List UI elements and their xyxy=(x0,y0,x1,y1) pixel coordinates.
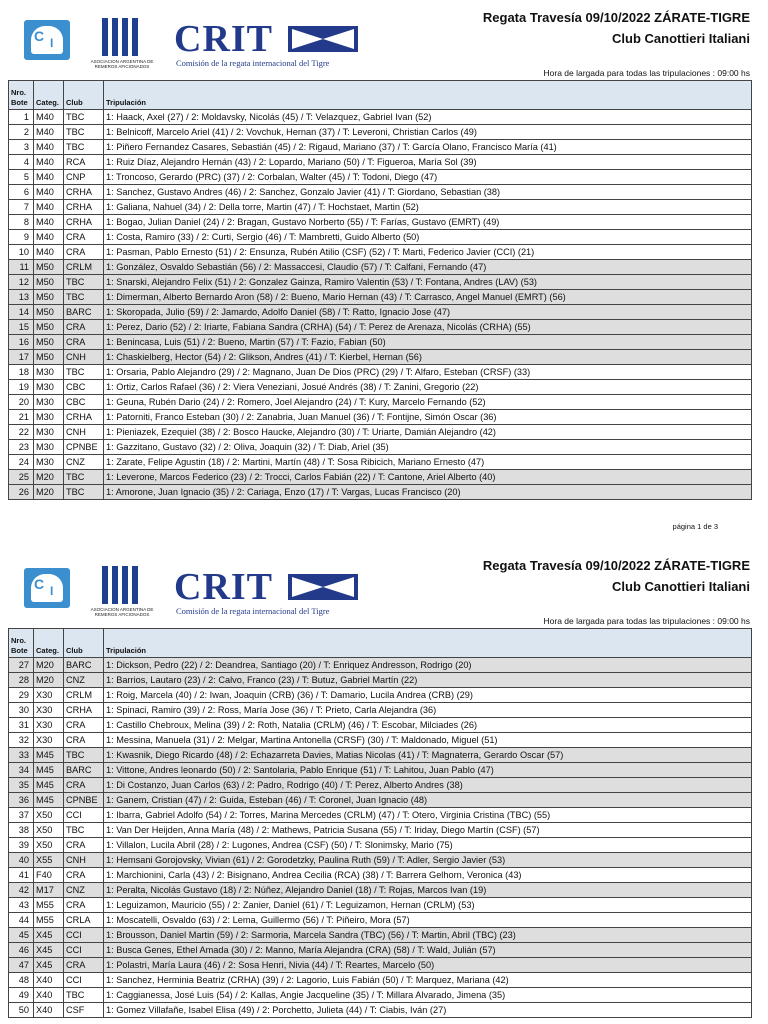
cell-club: TBC xyxy=(64,748,104,763)
cell-crew: 1: Orsaria, Pablo Alejandro (29) / 2: Magnano, Juan De Dios (PRC) (29) / T: Alfaro, Esteban (CRSF) (33) xyxy=(104,365,752,380)
table-row xyxy=(9,125,752,140)
cell-category: X55 xyxy=(34,853,64,868)
regatta-title: Regata Travesía 09/10/2022 ZÁRATE-TIGRE xyxy=(482,10,750,25)
table-row xyxy=(9,958,752,973)
cell-crew: 1: Ganem, Cristian (47) / 2: Guida, Esteban (46) / T: Coronel, Juan Ignacio (48) xyxy=(104,793,752,808)
cell-category: X45 xyxy=(34,943,64,958)
cell-crew: 1: Messina, Manuela (31) / 2: Melgar, Martina Antonella (CRSF) (30) / T: Maldonado, Miguel (51) xyxy=(104,733,752,748)
table-row xyxy=(9,748,752,763)
cell-club: CCI xyxy=(64,973,104,988)
cell-crew: 1: Costa, Ramiro (33) / 2: Curti, Sergio (46) / T: Mambretti, Guido Alberto (50) xyxy=(104,230,752,245)
cell-category: M50 xyxy=(34,290,64,305)
cell-club: CNH xyxy=(64,853,104,868)
cell-boat-number: 10 xyxy=(9,245,34,260)
aaara-logo xyxy=(86,566,158,622)
header-club: Club xyxy=(64,629,104,658)
cell-club: TBC xyxy=(64,290,104,305)
cell-boat-number: 42 xyxy=(9,883,34,898)
cell-club: CNP xyxy=(64,170,104,185)
crit-logo-word: CRIT xyxy=(174,566,274,608)
cell-club: BARC xyxy=(64,305,104,320)
cell-boat-number: 6 xyxy=(9,185,34,200)
cell-crew: 1: Caggianessa, José Luis (54) / 2: Kallas, Angie Jacqueline (35) / T: Millara Alvarado, Jimena (35) xyxy=(104,988,752,1003)
cell-crew: 1: Skoropada, Julio (59) / 2: Jamardo, Adolfo Daniel (58) / T: Ratto, Ignacio Jose (47) xyxy=(104,305,752,320)
cell-crew: 1: Amorone, Juan Ignacio (35) / 2: Cariaga, Enzo (17) / T: Vargas, Lucas Francisco (20) xyxy=(104,485,752,500)
crit-logo xyxy=(174,568,364,620)
cell-crew: 1: Dickson, Pedro (22) / 2: Deandrea, Santiago (20) / T: Enriquez Andresson, Rodrigo (20) xyxy=(104,658,752,673)
table-row xyxy=(9,778,752,793)
crit-logo-subtitle: Comisión de la regata internacional del Tigre xyxy=(176,58,330,68)
cell-crew: 1: Ortiz, Carlos Rafael (36) / 2: Viera Veneziani, Josué Andrés (38) / T: Zanini, Gregorio (22) xyxy=(104,380,752,395)
cell-boat-number: 12 xyxy=(9,275,34,290)
cell-boat-number: 43 xyxy=(9,898,34,913)
table-row xyxy=(9,140,752,155)
cell-crew: 1: Perez, Dario (52) / 2: Iriarte, Fabiana Sandra (CRHA) (54) / T: Perez de Arenaza, Nicolás (CRHA) (55) xyxy=(104,320,752,335)
cell-crew: 1: Gomez Villafañe, Isabel Elisa (49) / 2: Porchetto, Julieta (44) / T: Ciabis, Iván (27) xyxy=(104,1003,752,1018)
cell-boat-number: 32 xyxy=(9,733,34,748)
cell-club: CRLM xyxy=(64,688,104,703)
table-header xyxy=(9,629,752,658)
cell-club: TBC xyxy=(64,110,104,125)
table-row xyxy=(9,658,752,673)
cell-crew: 1: Pasman, Pablo Ernesto (51) / 2: Ensunza, Rubén Atilio (CSF) (52) / T: Marti, Federico Javier (CCI) (21) xyxy=(104,245,752,260)
cell-club: CNZ xyxy=(64,455,104,470)
cell-club: CRA xyxy=(64,838,104,853)
cell-club: CBC xyxy=(64,395,104,410)
cell-boat-number: 27 xyxy=(9,658,34,673)
cell-category: X40 xyxy=(34,988,64,1003)
cell-boat-number: 22 xyxy=(9,425,34,440)
cell-category: X45 xyxy=(34,958,64,973)
cell-crew: 1: Peralta, Nicolás Gustavo (18) / 2: Núñez, Alejandro Daniel (18) / T: Rojas, Marcos Ivan (19) xyxy=(104,883,752,898)
table-row xyxy=(9,170,752,185)
cell-club: TBC xyxy=(64,988,104,1003)
table-row xyxy=(9,290,752,305)
header-category: Categ. xyxy=(34,81,64,110)
cell-boat-number: 9 xyxy=(9,230,34,245)
table-row xyxy=(9,350,752,365)
cell-boat-number: 30 xyxy=(9,703,34,718)
cell-boat-number: 45 xyxy=(9,928,34,943)
crit-logo-word: CRIT xyxy=(174,18,274,60)
cell-club: CNZ xyxy=(64,673,104,688)
cell-category: M30 xyxy=(34,395,64,410)
cell-club: CRA xyxy=(64,230,104,245)
cell-boat-number: 25 xyxy=(9,470,34,485)
page-number: página 1 de 3 xyxy=(672,522,718,531)
cell-club: CRA xyxy=(64,245,104,260)
cell-crew: 1: Benincasa, Luis (51) / 2: Bueno, Martin (57) / T: Fazio, Fabian (50) xyxy=(104,335,752,350)
table-body xyxy=(9,110,752,500)
cell-category: M45 xyxy=(34,793,64,808)
cell-club: CPNBE xyxy=(64,440,104,455)
cell-category: M20 xyxy=(34,485,64,500)
cell-club: CRA xyxy=(64,778,104,793)
cell-boat-number: 5 xyxy=(9,170,34,185)
cell-club: CNZ xyxy=(64,883,104,898)
table-row xyxy=(9,853,752,868)
cell-crew: 1: Di Costanzo, Juan Carlos (63) / 2: Padro, Rodrigo (40) / T: Perez, Alberto Andres (38) xyxy=(104,778,752,793)
table-row xyxy=(9,988,752,1003)
cell-crew: 1: Leverone, Marcos Federico (23) / 2: Trocci, Carlos Fabián (22) / T: Cantone, Ariel Alberto (40) xyxy=(104,470,752,485)
cell-club: CNH xyxy=(64,350,104,365)
cell-boat-number: 34 xyxy=(9,763,34,778)
crew-table xyxy=(8,80,752,500)
cell-category: M40 xyxy=(34,140,64,155)
cell-crew: 1: Pieniazek, Ezequiel (38) / 2: Bosco Haucke, Alejandro (30) / T: Uriarte, Damián Alejandro (42) xyxy=(104,425,752,440)
cell-crew: 1: Snarski, Alejandro Felix (51) / 2: Gonzalez Gainza, Ramiro Valentin (53) / T: Fontana, Andres (LAV) (53) xyxy=(104,275,752,290)
cell-crew: 1: Leguizamon, Mauricio (55) / 2: Zanier, Daniel (61) / T: Leguizamon, Hernan (CRLM) (53) xyxy=(104,898,752,913)
cell-category: X30 xyxy=(34,718,64,733)
cell-club: TBC xyxy=(64,125,104,140)
cell-boat-number: 47 xyxy=(9,958,34,973)
cell-crew: 1: Haack, Axel (27) / 2: Moldavsky, Nicolás (45) / T: Velazquez, Gabriel Ivan (52) xyxy=(104,110,752,125)
table-row xyxy=(9,215,752,230)
cell-club: CBC xyxy=(64,380,104,395)
cell-category: M45 xyxy=(34,763,64,778)
cell-crew: 1: Busca Genes, Ethel Amada (30) / 2: Manno, María Alejandra (CRA) (58) / T: Wald, Julián (57) xyxy=(104,943,752,958)
table-row xyxy=(9,380,752,395)
cell-crew: 1: Patorniti, Franco Esteban (30) / 2: Zanabria, Juan Manuel (36) / T: Fontijne, Simón Oscar (36) xyxy=(104,410,752,425)
cell-boat-number: 44 xyxy=(9,913,34,928)
cell-club: CCI xyxy=(64,928,104,943)
cell-club: CNH xyxy=(64,425,104,440)
cell-club: CCI xyxy=(64,808,104,823)
cell-crew: 1: Kwasnik, Diego Ricardo (48) / 2: Echazarreta Davies, Matias Nicolas (41) / T: Magnaterra, Gerardo Oscar (57) xyxy=(104,748,752,763)
cell-boat-number: 14 xyxy=(9,305,34,320)
cell-category: M50 xyxy=(34,350,64,365)
cell-crew: 1: Dimerman, Alberto Bernardo Aron (58) / 2: Bueno, Mario Hernan (43) / T: Carrasco, Angel Manuel (EMRT) (56) xyxy=(104,290,752,305)
start-time-note: Hora de largada para todas las tripulaciones : 09:00 hs xyxy=(543,616,750,626)
cell-boat-number: 28 xyxy=(9,673,34,688)
cell-club: CRHA xyxy=(64,703,104,718)
table-row xyxy=(9,395,752,410)
table-row xyxy=(9,335,752,350)
table-row xyxy=(9,470,752,485)
cell-category: M40 xyxy=(34,215,64,230)
cell-crew: 1: Zarate, Felipe Agustin (18) / 2: Martini, Martín (48) / T: Sosa Ribicich, Mariano Ernesto (47) xyxy=(104,455,752,470)
cell-crew: 1: Belnicoff, Marcelo Ariel (41) / 2: Vovchuk, Hernan (37) / T: Leveroni, Christian Carlos (49) xyxy=(104,125,752,140)
table-row xyxy=(9,673,752,688)
cell-crew: 1: Spinaci, Ramiro (39) / 2: Ross, María Jose (36) / T: Prieto, Carla Alejandra (36) xyxy=(104,703,752,718)
cell-category: X45 xyxy=(34,928,64,943)
cell-crew: 1: Castillo Chebroux, Melina (39) / 2: Roth, Natalia (CRLM) (46) / T: Escobar, Milciades (26) xyxy=(104,718,752,733)
cell-crew: 1: Piñero Fernandez Casares, Sebastián (45) / 2: Rigaud, Mariano (37) / T: García Olano, Francisco María (41) xyxy=(104,140,752,155)
cell-crew: 1: Moscatelli, Osvaldo (63) / 2: Lema, Guillermo (56) / T: Piñeiro, Mora (57) xyxy=(104,913,752,928)
cell-boat-number: 2 xyxy=(9,125,34,140)
cell-boat-number: 11 xyxy=(9,260,34,275)
cell-boat-number: 49 xyxy=(9,988,34,1003)
cell-club: CRA xyxy=(64,733,104,748)
cell-boat-number: 1 xyxy=(9,110,34,125)
crew-table xyxy=(8,628,752,1018)
table-row xyxy=(9,688,752,703)
cell-club: CRHA xyxy=(64,200,104,215)
cell-boat-number: 21 xyxy=(9,410,34,425)
cell-boat-number: 23 xyxy=(9,440,34,455)
club-name: Club Canottieri Italiani xyxy=(612,31,750,46)
cell-club: TBC xyxy=(64,823,104,838)
cci-logo xyxy=(24,568,70,608)
header-club: Club xyxy=(64,81,104,110)
cell-crew: 1: Bogao, Julian Daniel (24) / 2: Bragan, Gustavo Norberto (55) / T: Farías, Gustavo (EMRT) (49) xyxy=(104,215,752,230)
cell-category: M40 xyxy=(34,155,64,170)
cell-boat-number: 36 xyxy=(9,793,34,808)
cell-category: M30 xyxy=(34,410,64,425)
cell-club: CRA xyxy=(64,320,104,335)
cell-boat-number: 29 xyxy=(9,688,34,703)
cell-boat-number: 40 xyxy=(9,853,34,868)
cell-crew: 1: Villalon, Lucila Abril (28) / 2: Lugones, Andrea (CSF) (50) / T: Slonimsky, Mario (75) xyxy=(104,838,752,853)
aaara-logo xyxy=(86,18,158,74)
cell-category: M50 xyxy=(34,275,64,290)
table-row xyxy=(9,898,752,913)
cell-club: CRA xyxy=(64,868,104,883)
table-row xyxy=(9,838,752,853)
cell-category: X30 xyxy=(34,688,64,703)
cell-boat-number: 15 xyxy=(9,320,34,335)
cell-category: M20 xyxy=(34,658,64,673)
table-row xyxy=(9,718,752,733)
cell-club: CCI xyxy=(64,943,104,958)
cell-category: M20 xyxy=(34,470,64,485)
cell-club: RCA xyxy=(64,155,104,170)
table-row xyxy=(9,260,752,275)
cell-boat-number: 8 xyxy=(9,215,34,230)
cell-boat-number: 19 xyxy=(9,380,34,395)
cell-category: M50 xyxy=(34,320,64,335)
header-category: Categ. xyxy=(34,629,64,658)
cell-club: CRA xyxy=(64,958,104,973)
cell-category: M40 xyxy=(34,170,64,185)
table-row xyxy=(9,425,752,440)
cell-category: M45 xyxy=(34,748,64,763)
table-row xyxy=(9,410,752,425)
table-header xyxy=(9,81,752,110)
cell-club: CPNBE xyxy=(64,793,104,808)
cell-category: X50 xyxy=(34,823,64,838)
cell-club: CRHA xyxy=(64,215,104,230)
cell-boat-number: 4 xyxy=(9,155,34,170)
aaara-logo-text: ASOCIACION ARGENTINA DE REMEROS AFICIONADOS xyxy=(90,607,154,617)
cell-crew: 1: Galiana, Nahuel (34) / 2: Della torre, Martin (47) / T: Hochstaet, Martin (52) xyxy=(104,200,752,215)
cell-category: X40 xyxy=(34,1003,64,1018)
cell-club: CRA xyxy=(64,898,104,913)
regatta-title: Regata Travesía 09/10/2022 ZÁRATE-TIGRE xyxy=(482,558,750,573)
cell-crew: 1: Gazzitano, Gustavo (32) / 2: Oliva, Joaquin (32) / T: Diab, Ariel (35) xyxy=(104,440,752,455)
cci-logo xyxy=(24,20,70,60)
cell-boat-number: 13 xyxy=(9,290,34,305)
table-row xyxy=(9,1003,752,1018)
table-row xyxy=(9,185,752,200)
cell-crew: 1: González, Osvaldo Sebastián (56) / 2: Massaccesi, Claudio (57) / T: Calfani, Fernando (47) xyxy=(104,260,752,275)
cell-category: M50 xyxy=(34,335,64,350)
cell-club: TBC xyxy=(64,140,104,155)
cell-category: M40 xyxy=(34,200,64,215)
table-row xyxy=(9,823,752,838)
crit-logo xyxy=(174,20,364,72)
table-row xyxy=(9,200,752,215)
cell-category: M55 xyxy=(34,913,64,928)
table-row xyxy=(9,943,752,958)
cell-crew: 1: Brousson, Daniel Martin (59) / 2: Sarmoria, Marcela Sandra (TBC) (56) / T: Martin, Abril (TBC) (23) xyxy=(104,928,752,943)
cell-boat-number: 48 xyxy=(9,973,34,988)
cell-boat-number: 24 xyxy=(9,455,34,470)
cell-club: TBC xyxy=(64,470,104,485)
cell-boat-number: 39 xyxy=(9,838,34,853)
header-crew: Tripulación xyxy=(104,629,752,658)
cell-category: X30 xyxy=(34,703,64,718)
table-row xyxy=(9,733,752,748)
cell-category: X50 xyxy=(34,838,64,853)
table-row xyxy=(9,110,752,125)
crit-flag-icon xyxy=(288,574,358,600)
header-boat: Nro. Bote xyxy=(9,81,34,110)
cell-boat-number: 46 xyxy=(9,943,34,958)
cell-crew: 1: Ibarra, Gabriel Adolfo (54) / 2: Torres, Marina Mercedes (CRLM) (47) / T: Otero, Virginia Cristina (TBC) (55) xyxy=(104,808,752,823)
cell-crew: 1: Geuna, Rubén Dario (24) / 2: Romero, Joel Alejandro (24) / T: Kury, Marcelo Fernando (52) xyxy=(104,395,752,410)
cell-boat-number: 41 xyxy=(9,868,34,883)
cell-boat-number: 16 xyxy=(9,335,34,350)
cell-club: CRA xyxy=(64,718,104,733)
club-name: Club Canottieri Italiani xyxy=(612,579,750,594)
cell-category: M55 xyxy=(34,898,64,913)
header-boat: Nro. Bote xyxy=(9,629,34,658)
cell-category: M30 xyxy=(34,455,64,470)
cell-category: M50 xyxy=(34,305,64,320)
table-row xyxy=(9,793,752,808)
table-row xyxy=(9,455,752,470)
cell-boat-number: 50 xyxy=(9,1003,34,1018)
cell-boat-number: 18 xyxy=(9,365,34,380)
table-row xyxy=(9,763,752,778)
cell-boat-number: 35 xyxy=(9,778,34,793)
cell-category: M40 xyxy=(34,245,64,260)
cell-club: CRLA xyxy=(64,913,104,928)
table-body xyxy=(9,658,752,1018)
crit-logo-subtitle: Comisión de la regata internacional del Tigre xyxy=(176,606,330,616)
cell-club: CRHA xyxy=(64,185,104,200)
table-row xyxy=(9,973,752,988)
cell-category: M17 xyxy=(34,883,64,898)
cell-category: M20 xyxy=(34,673,64,688)
start-time-note: Hora de largada para todas las tripulaciones : 09:00 hs xyxy=(543,68,750,78)
cell-boat-number: 20 xyxy=(9,395,34,410)
cell-crew: 1: Marchionini, Carla (43) / 2: Bisignano, Andrea Cecilia (RCA) (38) / T: Barrera Gelhorn, Veronica (43) xyxy=(104,868,752,883)
table-row xyxy=(9,365,752,380)
cell-category: M40 xyxy=(34,125,64,140)
cell-club: CRHA xyxy=(64,410,104,425)
table-row xyxy=(9,320,752,335)
cell-category: M30 xyxy=(34,380,64,395)
cell-boat-number: 7 xyxy=(9,200,34,215)
cell-crew: 1: Chaskielberg, Hector (54) / 2: Glikson, Andres (41) / T: Kierbel, Hernan (56) xyxy=(104,350,752,365)
table-row xyxy=(9,155,752,170)
cell-boat-number: 3 xyxy=(9,140,34,155)
cell-category: F40 xyxy=(34,868,64,883)
cell-club: TBC xyxy=(64,275,104,290)
cell-category: M40 xyxy=(34,110,64,125)
cell-crew: 1: Roig, Marcela (40) / 2: Iwan, Joaquin (CRB) (36) / T: Damario, Lucila Andrea (CRB) (29) xyxy=(104,688,752,703)
cell-club: BARC xyxy=(64,658,104,673)
cell-crew: 1: Polastri, María Laura (46) / 2: Sosa Henri, Nivia (44) / T: Reartes, Marcelo (50) xyxy=(104,958,752,973)
table-row xyxy=(9,305,752,320)
cell-boat-number: 26 xyxy=(9,485,34,500)
cell-category: X30 xyxy=(34,733,64,748)
cell-category: M45 xyxy=(34,778,64,793)
cell-category: X50 xyxy=(34,808,64,823)
table-row xyxy=(9,275,752,290)
cell-crew: 1: Troncoso, Gerardo (PRC) (37) / 2: Corbalan, Walter (45) / T: Todoni, Diego (47) xyxy=(104,170,752,185)
table-row xyxy=(9,808,752,823)
cell-crew: 1: Vittone, Andres leonardo (50) / 2: Santolaria, Pablo Enrique (51) / T: Lahitou, Juan Pablo (47) xyxy=(104,763,752,778)
cell-crew: 1: Barrios, Lautaro (23) / 2: Calvo, Franco (23) / T: Butuz, Gabriel Martín (22) xyxy=(104,673,752,688)
cell-boat-number: 17 xyxy=(9,350,34,365)
table-row xyxy=(9,913,752,928)
cell-crew: 1: Ruiz Díaz, Alejandro Hernán (43) / 2: Lopardo, Mariano (50) / T: Figueroa, María Sol (39) xyxy=(104,155,752,170)
cell-club: BARC xyxy=(64,763,104,778)
table-row xyxy=(9,928,752,943)
cell-crew: 1: Van Der Heijden, Anna María (48) / 2: Mathews, Patricia Susana (55) / T: Iriday, Diego Martín (CSF) (57) xyxy=(104,823,752,838)
cell-boat-number: 37 xyxy=(9,808,34,823)
cell-category: M30 xyxy=(34,440,64,455)
cell-category: M30 xyxy=(34,365,64,380)
cell-club: CRLM xyxy=(64,260,104,275)
cell-crew: 1: Sanchez, Herminia Beatriz (CRHA) (39) / 2: Lagorio, Luis Fabián (50) / T: Marquez, Mariana (42) xyxy=(104,973,752,988)
cell-club: CSF xyxy=(64,1003,104,1018)
crit-flag-icon xyxy=(288,26,358,52)
cell-boat-number: 38 xyxy=(9,823,34,838)
table-row xyxy=(9,703,752,718)
cell-crew: 1: Hemsani Gorojovsky, Vivian (61) / 2: Gorodetzky, Paulina Ruth (59) / T: Adler, Sergio Javier (53) xyxy=(104,853,752,868)
cell-club: CRA xyxy=(64,335,104,350)
table-row xyxy=(9,440,752,455)
cell-crew: 1: Sanchez, Gustavo Andres (46) / 2: Sanchez, Gonzalo Javier (41) / T: Giordano, Sebastian (38) xyxy=(104,185,752,200)
aaara-logo-text: ASOCIACION ARGENTINA DE REMEROS AFICIONADOS xyxy=(90,59,154,69)
cell-boat-number: 33 xyxy=(9,748,34,763)
cell-club: TBC xyxy=(64,365,104,380)
table-row xyxy=(9,868,752,883)
cell-club: TBC xyxy=(64,485,104,500)
cell-boat-number: 31 xyxy=(9,718,34,733)
cell-category: M40 xyxy=(34,230,64,245)
cell-category: M40 xyxy=(34,185,64,200)
table-row xyxy=(9,245,752,260)
cell-category: M30 xyxy=(34,425,64,440)
cell-category: X40 xyxy=(34,973,64,988)
cell-category: M50 xyxy=(34,260,64,275)
table-row xyxy=(9,883,752,898)
header-crew: Tripulación xyxy=(104,81,752,110)
table-row xyxy=(9,485,752,500)
table-row xyxy=(9,230,752,245)
